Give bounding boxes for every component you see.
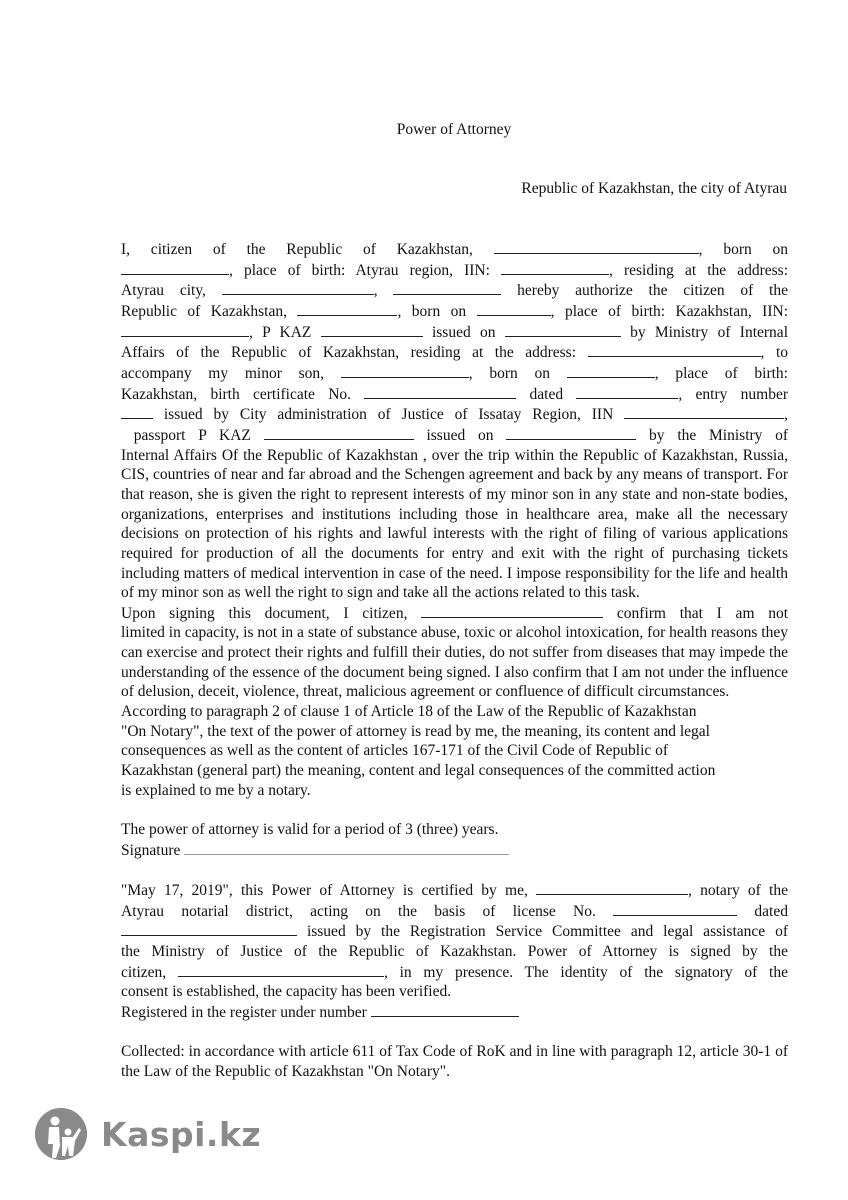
address-house-field[interactable]	[393, 280, 501, 295]
authorization-paragraph-text: Internal Affairs Of the Republic of Kazakhstan , over the trip within the Republic of Kazakhstan, Russia, CIS, countries of near and far abroad and the Schengen agreement and back by any means of transport. For that reason, she is given the right to represent interests of my minor son in any state and non-state bodies, organizations, enterprises and institutions including those in healthcare area, make all the necessary decisions on protection of his rights and lawful interests with the right of filing of various applications required for production of all the documents for entry and exit with the right of purchasing tickets including matters of medical intervention in case of the need. I impose responsibility for the life and health of my minor son as well the right to sign and take all the actions related to this task.	[121, 446, 788, 602]
son-name-field[interactable]	[341, 363, 469, 378]
register-row: Registered in the register under number	[121, 1002, 788, 1023]
authorization-paragraph	[121, 239, 788, 1082]
birth-date-field[interactable]	[121, 260, 229, 275]
attorney-name-field[interactable]	[297, 301, 397, 316]
citizen-name-field[interactable]	[494, 239, 699, 254]
son-passport-field[interactable]	[264, 425, 414, 440]
form-line: passport P KAZ issued on by the Ministry of	[133, 426, 789, 444]
son-birth-date-field[interactable]	[567, 363, 655, 378]
collected-statement: Collected: in accordance with article 611 of Tax Code of RoK and in line with paragraph 12, article 30-1 of the Law of the Republic of Kazakhstan "On Notary".	[121, 1043, 788, 1080]
signature-field[interactable]	[184, 840, 509, 855]
kaspi-watermark	[35, 1108, 261, 1160]
document-title: Power of Attorney	[396, 121, 512, 138]
validity-statement: The power of attorney is valid for a period of 3 (three) years.	[121, 821, 499, 839]
cert-line: consent is established, the capacity has been verified.	[121, 983, 452, 1001]
passport-issue-date-field[interactable]	[505, 322, 621, 337]
notary-law-line: According to paragraph 2 of clause 1 of Article 18 of the Law of the Republic of Kazakhstan	[121, 703, 697, 721]
kaspi-logo-icon	[35, 1108, 87, 1160]
attorney-iin-field[interactable]	[121, 322, 249, 337]
notary-law-line: consequences as well as the content of articles 167-171 of the Civil Code of Republic of	[121, 742, 669, 760]
form-line: Republic of Kazakhstan, , born on , place of birth: Kazakhstan, IIN:	[121, 302, 789, 320]
confirming-citizen-field[interactable]	[421, 603, 603, 618]
birth-certificate-field[interactable]	[364, 384, 516, 399]
address-street-field[interactable]	[222, 280, 374, 295]
cert-line: issued by the Registration Service Committee and legal assistance of	[121, 921, 788, 942]
signature-row: Signature	[121, 840, 788, 861]
license-date-field[interactable]	[121, 921, 297, 936]
capacity-confirmation-text: limited in capacity, is not in a state of substance abuse, toxic or alcohol intoxication, for health reasons they can exercise and protect their rights and fulfill their duties, do not suffer from diseases that may impede the understanding of the essence of the document being signed. I also confirm that I am not under the influence of delusion, deceit, violence, threat, malicious agreement or confluence of difficult circumstances.	[121, 624, 788, 701]
iin-field[interactable]	[501, 260, 609, 275]
license-number-field[interactable]	[613, 901, 737, 916]
form-line: I, citizen of the Republic of Kazakhstan, , born on	[121, 241, 789, 258]
form-line: , place of birth: Atyrau region, IIN: , residing at the address:	[121, 260, 788, 281]
kaspi-logo-text: Kaspi.kz	[101, 1114, 262, 1154]
notary-law-line: Kazakhstan (general part) the meaning, content and legal consequences of the committed action	[121, 762, 716, 780]
certificate-date-field[interactable]	[576, 384, 678, 399]
form-line: Kazakhstan, birth certificate No. dated , entry number	[121, 385, 788, 403]
notary-law-line: "On Notary", the text of the power of attorney is read by me, the meaning, its content and legal	[121, 722, 710, 740]
son-iin-field[interactable]	[624, 404, 784, 419]
cert-line: "May 17, 2019", this Power of Attorney is certified by me, , notary of the	[121, 882, 788, 899]
attorney-address-field[interactable]	[588, 342, 761, 357]
signing-citizen-field[interactable]	[178, 962, 384, 977]
form-line: issued by City administration of Justice of Issatay Region, IIN ,	[121, 404, 788, 425]
notary-name-field[interactable]	[536, 880, 688, 895]
attorney-birth-date-field[interactable]	[477, 301, 551, 316]
form-line: Affairs of the Republic of Kazakhstan, residing at the address: , to	[121, 344, 788, 362]
form-line: , P KAZ issued on by Ministry of Internal	[121, 322, 788, 343]
son-passport-date-field[interactable]	[506, 425, 636, 440]
form-line: Atyrau city, , hereby authorize the citizen of the	[121, 282, 788, 300]
cert-line: the Ministry of Justice of the Republic of Kazakhstan. Power of Attorney is signed by the	[121, 942, 788, 960]
cert-line: Atyrau notarial district, acting on the basis of license No. dated	[121, 902, 788, 920]
attorney-passport-field[interactable]	[321, 322, 423, 337]
notary-law-line: is explained to me by a notary.	[121, 781, 311, 799]
cert-line: citizen, , in my presence. The identity of the signatory of the	[121, 963, 788, 981]
entry-number-field[interactable]	[121, 404, 153, 419]
document-place: Republic of Kazakhstan, the city of Atyrau	[521, 180, 787, 197]
form-line: Upon signing this document, I citizen, confirm that I am not	[121, 604, 789, 622]
form-line: accompany my minor son, , born on , place of birth:	[121, 364, 788, 382]
register-number-field[interactable]	[371, 1002, 519, 1017]
